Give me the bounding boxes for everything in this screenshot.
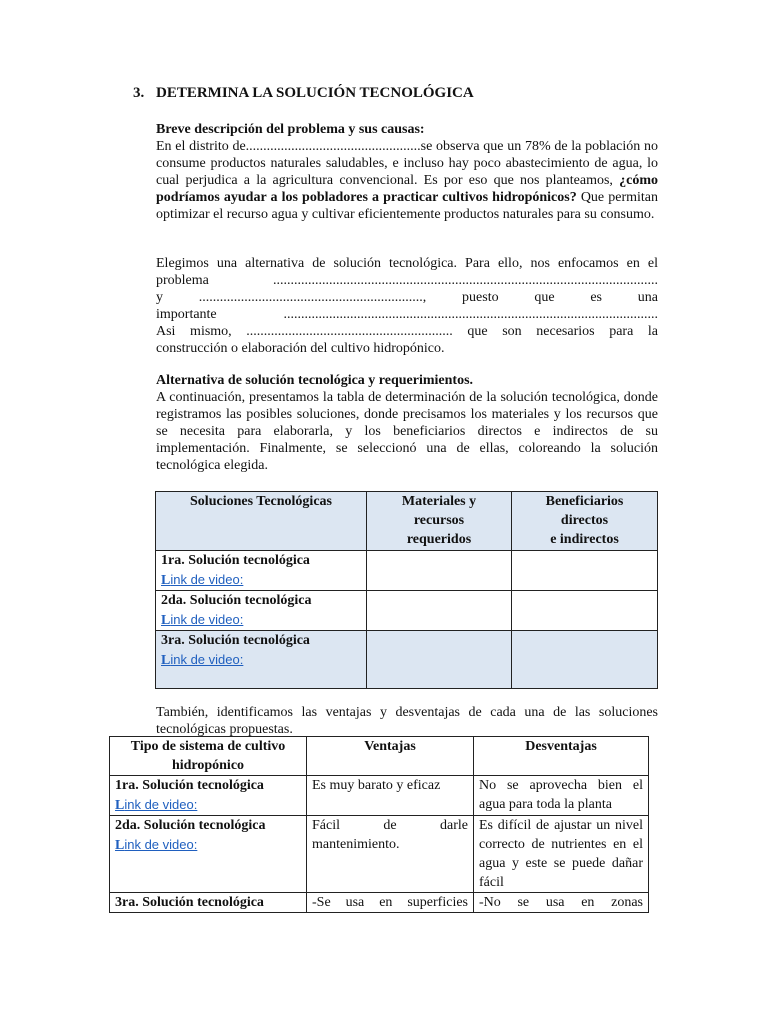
header-materials-line1: Materiales y: [401, 494, 477, 509]
video-link-text: ink de video:: [170, 572, 244, 587]
solution-title: 2da. Solución tecnológica: [161, 593, 312, 608]
video-link-initial: L: [161, 573, 171, 588]
table-row: [110, 776, 649, 816]
header-disadvantages: Desventajas: [474, 737, 649, 776]
header-solutions: Soluciones Tecnológicas: [156, 492, 367, 551]
advantages-table-header: [110, 737, 649, 776]
table-row: [110, 816, 649, 893]
table-row: [110, 893, 649, 913]
beneficiaries-cell: [512, 551, 658, 591]
alternative-line-3: y ................................................................, puesto que es una: [156, 290, 658, 305]
alternative-line-4: importante ...........................................................................................................: [156, 307, 658, 322]
header-beneficiaries-line2: directos: [560, 513, 609, 528]
problem-subtitle: Breve descripción del problema y sus causas:: [156, 122, 425, 137]
header-materials-line3: requeridos: [406, 532, 472, 547]
section-heading: [133, 85, 474, 102]
solution-cell: [156, 631, 367, 689]
header-advantages: Ventajas: [307, 737, 474, 776]
requirements-paragraph: A continuación, presentamos la tabla de determinación de la solución tecnológica, donde registramos las posibles soluciones, donde precisamos los materiales y los recursos que se necesita para elaborarla, y los beneficiarios directos e indirectos de su implementación. Finalmente, se seleccionó una de ellas, coloreando la solución tecnológica elegida.: [156, 390, 658, 473]
solution-title: 1ra. Solución tecnológica: [161, 553, 310, 568]
header-beneficiaries: [512, 492, 658, 551]
video-link-initial: L: [115, 838, 125, 853]
video-link[interactable]: [161, 650, 361, 670]
system-title: 3ra. Solución tecnológica: [115, 895, 264, 910]
alternative-intro-section: [156, 255, 658, 357]
materials-cell: [367, 591, 512, 631]
video-link-initial: L: [115, 798, 125, 813]
video-link-text: ink de video:: [170, 612, 244, 627]
advantages-cell: Fácil de darle mantenimiento.: [307, 816, 474, 893]
disadvantages-cell: Es difícil de ajustar un nivel correcto de nutrientes en el agua y este se puede dañar fácil: [474, 816, 649, 893]
solution-cell: [156, 551, 367, 591]
video-link-text: ink de video:: [124, 837, 198, 852]
video-link-initial: L: [161, 653, 171, 668]
video-link-text: ink de video:: [170, 652, 244, 667]
solution-title: 3ra. Solución tecnológica: [161, 633, 310, 648]
beneficiaries-cell: [512, 591, 658, 631]
header-beneficiaries-line3: e indirectos: [550, 532, 619, 547]
problem-section: [156, 121, 658, 223]
system-cell: [110, 893, 307, 913]
solution-cell: [156, 591, 367, 631]
advantages-cell: -Se usa en superficies: [307, 893, 474, 913]
beneficiaries-cell: [512, 631, 658, 689]
solutions-table: [155, 491, 658, 689]
video-link[interactable]: [161, 610, 361, 630]
system-title: 2da. Solución tecnológica: [115, 818, 266, 833]
alternative-line-5: Asi mismo, ........................................................... que son necesarios para la: [156, 324, 658, 339]
system-title: 1ra. Solución tecnológica: [115, 778, 264, 793]
header-materials: [367, 492, 512, 551]
video-link-initial: L: [161, 613, 171, 628]
system-cell: [110, 776, 307, 816]
table-row: [156, 591, 658, 631]
problem-question: ¿cómo podríamos ayudar a los pobladores a practicar cultivos hidropónicos?: [156, 173, 658, 205]
table-row-selected: [156, 631, 658, 689]
table-row: [156, 551, 658, 591]
video-link[interactable]: [115, 795, 301, 815]
header-system-type: Tipo de sistema de cultivo hidropónico: [110, 737, 307, 776]
solutions-table-header: [156, 492, 658, 551]
advantages-cell: Es muy barato y eficaz: [307, 776, 474, 816]
alternative-line-1: Elegimos una alternativa de solución tecnológica. Para ello, nos enfocamos en el: [156, 256, 658, 271]
problem-text-before: En el distrito de..................................................se observa que un 78% de la población no consume productos naturales saludables, e incluso hay poco abastecimiento de agua, lo cual perjudica a la agricultura convencional. Es por eso que nos planteamos,: [156, 139, 658, 188]
advantages-table: [109, 736, 649, 913]
video-link[interactable]: [161, 570, 361, 590]
alternative-line-6: construcción o elaboración del cultivo hidropónico.: [156, 341, 445, 356]
requirements-subtitle: Alternativa de solución tecnológica y requerimientos.: [156, 373, 474, 388]
section-title: DETERMINA LA SOLUCIÓN TECNOLÓGICA: [156, 85, 474, 101]
requirements-section: [156, 372, 658, 474]
problem-paragraph: [156, 138, 658, 223]
header-beneficiaries-line1: Beneficiarios: [545, 494, 624, 509]
materials-cell: [367, 631, 512, 689]
alternative-line-2: problema ..............................................................................................................: [156, 273, 658, 288]
header-materials-line2: recursos: [413, 513, 465, 528]
video-link[interactable]: [115, 835, 301, 855]
section-number: 3.: [133, 85, 145, 101]
disadvantages-cell: No se aprovecha bien el agua para toda la planta: [474, 776, 649, 816]
disadvantages-cell: -No se usa en zonas: [474, 893, 649, 913]
problem-text-after: Que permitan optimizar el recurso agua y cultivar eficientemente productos naturales para su consumo.: [156, 190, 659, 222]
system-cell: [110, 816, 307, 893]
materials-cell: [367, 551, 512, 591]
video-link-text: ink de video:: [124, 797, 198, 812]
advantages-intro: También, identificamos las ventajas y desventajas de cada una de las soluciones tecnológicas propuestas.: [156, 705, 658, 737]
